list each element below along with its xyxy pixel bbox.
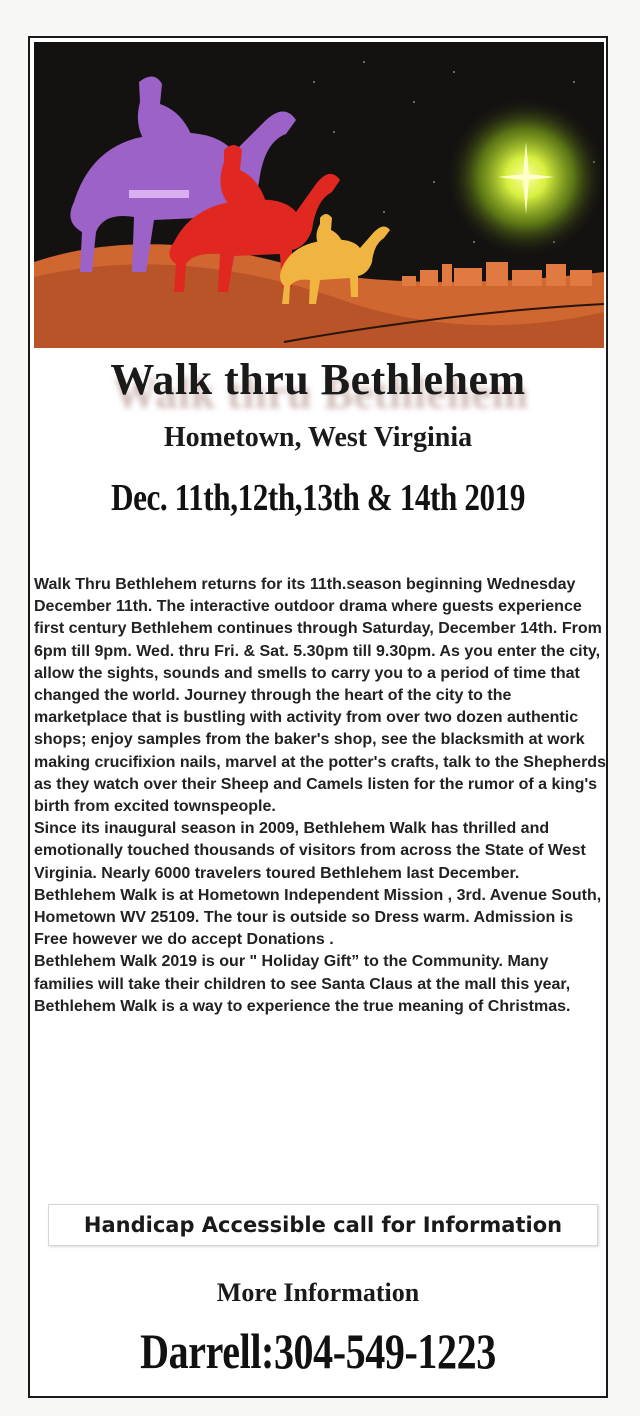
- handicap-notice-box: Handicap Accessible call for Information: [48, 1204, 598, 1246]
- flyer: [28, 36, 608, 1398]
- page-title: Walk thru Bethlehem: [110, 355, 526, 404]
- paragraph: Since its inaugural season in 2009, Bethlehem Walk has thrilled and emotionally touched thousands of visitors from across the State of West Virginia. Nearly 6000 travelers toured Bethlehem last December.: [34, 820, 586, 882]
- contact-phone[interactable]: Darrell:304-549-1223: [140, 1323, 496, 1379]
- event-dates: Dec. 11th,12th,13th & 14th 2019: [110, 477, 525, 519]
- nativity-illustration: [34, 42, 604, 348]
- paragraph: Walk Thru Bethlehem returns for its 11th.season beginning Wednesday December 11th. The interactive outdoor drama where guests experience first century Bethlehem continues through Saturday, December 14th. From 6pm till 9pm. Wed. thru Fri. & Sat. 5.30pm till 9.30pm. As you enter the city, allow the sights, sounds and smells to carry you to a period of time that changed the world. Journey through the heart of the city to the marketplace that is bustling with activity from over two dozen authentic shops; enjoy samples from the baker's shop, see the blacksmith at work making crucifixion nails, marvel at the potter's crafts, talk to the Shepherds as they watch over their Sheep and Camels listen for the rumor of a king's birth from excited townspeople.: [34, 576, 606, 816]
- description: [34, 574, 608, 1018]
- more-info-heading: More Information: [216, 1278, 420, 1307]
- paragraph: Bethlehem Walk 2019 is our " Holiday Gift” to the Community. Many families will take their children to see Santa Claus at the mall this year, Bethlehem Walk is a way to experience the true meaning of Christmas.: [34, 953, 571, 1015]
- location-subtitle: Hometown, West Virginia: [163, 422, 473, 453]
- star-icon: [446, 97, 604, 257]
- paragraph: Bethlehem Walk is at Hometown Independent Mission , 3rd. Avenue South, Hometown WV 25109. The tour is outside so Dress warm. Admission is Free however we do accept Donations .: [34, 886, 602, 949]
